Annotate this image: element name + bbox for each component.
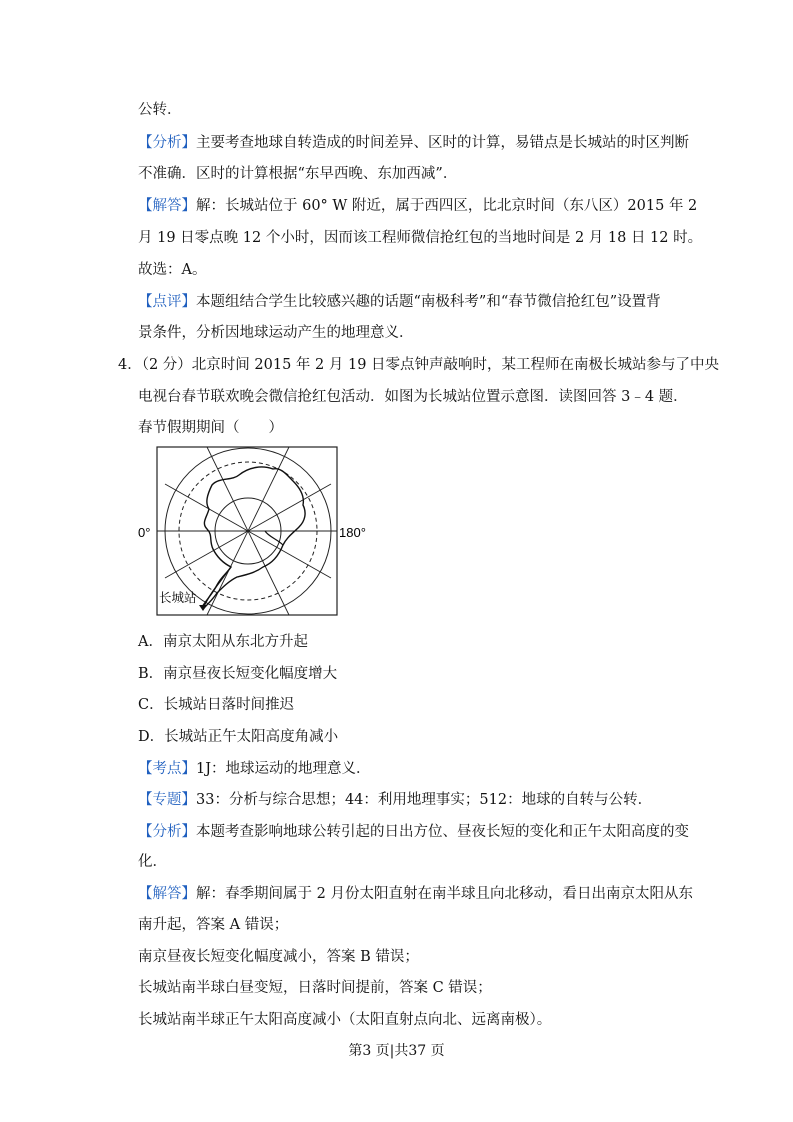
text-line: 长城站南半球正午太阳高度减小（太阳直射点向北、远离南极）。 xyxy=(138,1012,552,1028)
text-line: 南京昼夜长短变化幅度减小，答案 B 错误； xyxy=(138,949,419,965)
analysis-tag: 【分析】 xyxy=(138,824,196,840)
text-line: 月 19 日零点晚 12 个小时，因而该工程师微信抢红包的当地时间是 2 月 18 日 12 时。 xyxy=(138,230,703,246)
option-a: A．南京太阳从东北方升起 xyxy=(138,634,308,650)
text-line: 景条件，分析因地球运动产生的地理意义． xyxy=(138,325,414,341)
analysis-line: 【分析】本题考查影响地球公转引起的日出方位、昼夜长短的变化和正午太阳高度的变 xyxy=(138,824,689,840)
label-0-degree: 0° xyxy=(138,525,151,540)
option-d: D．长城站正午太阳高度角减小 xyxy=(138,729,339,745)
kaodian-tag: 【考点】 xyxy=(138,761,196,777)
text-line: 故选：A。 xyxy=(138,262,207,278)
analysis-tag: 【分析】 xyxy=(138,135,196,151)
meridians xyxy=(157,447,337,615)
answer-tag: 【解答】 xyxy=(138,886,196,902)
analysis-line: 【分析】主要考查地球自转造成的时间差异、区时的计算，易错点是长城站的时区判断 xyxy=(138,135,689,151)
question-4-stem: 4．（2 分）北京时间 2015 年 2 月 19 日零点钟声敲响时，某工程师在南极长城站参与了中央 xyxy=(118,357,720,373)
station-marker xyxy=(199,605,207,611)
text-line: 南升起，答案 A 错误； xyxy=(138,917,289,933)
antarctica-coastline xyxy=(202,467,305,609)
text-line: 化． xyxy=(138,854,167,870)
polar-map-figure xyxy=(138,440,378,624)
station-label: 长城站 xyxy=(159,591,197,605)
text-line: 春节假期期间（ ） xyxy=(138,420,283,436)
comment-tag: 【点评】 xyxy=(138,294,196,310)
text-line: 电视台春节联欢晚会微信抢红包活动．如图为长城站位置示意图．读图回答 3﹣4 题． xyxy=(138,389,688,405)
option-b: B．南京昼夜长短变化幅度增大 xyxy=(138,666,338,682)
option-c: C．长城站日落时间推迟 xyxy=(138,697,295,713)
zhuanti-tag: 【专题】 xyxy=(138,792,196,808)
answer-line: 【解答】解：长城站位于 60° W 附近，属于西四区，比北京时间（东八区）2015 年 2 xyxy=(138,198,698,214)
antarctic-peninsula xyxy=(203,567,231,609)
page-footer: 第3 页|共37 页 xyxy=(348,1043,445,1059)
text-line: 不准确．区时的计算根据“东早西晚、东加西减”． xyxy=(138,166,458,182)
text-line: 长城站南半球白昼变短，日落时间提前，答案 C 错误； xyxy=(138,980,492,996)
text-line: 公转． xyxy=(138,102,182,118)
label-180-degree: 180° xyxy=(339,525,366,540)
comment-line: 【点评】本题组结合学生比较感兴趣的话题“南极科考”和“春节微信抢红包”设置背 xyxy=(138,294,661,310)
answer-tag: 【解答】 xyxy=(138,198,196,214)
answer-line: 【解答】解：春季期间属于 2 月份太阳直射在南半球且向北移动，看日出南京太阳从东 xyxy=(138,886,693,902)
kaodian-line: 【考点】1J：地球运动的地理意义． xyxy=(138,761,371,777)
zhuanti-line: 【专题】33：分析与综合思想；44：利用地理事实；512：地球的自转与公转． xyxy=(138,792,653,808)
